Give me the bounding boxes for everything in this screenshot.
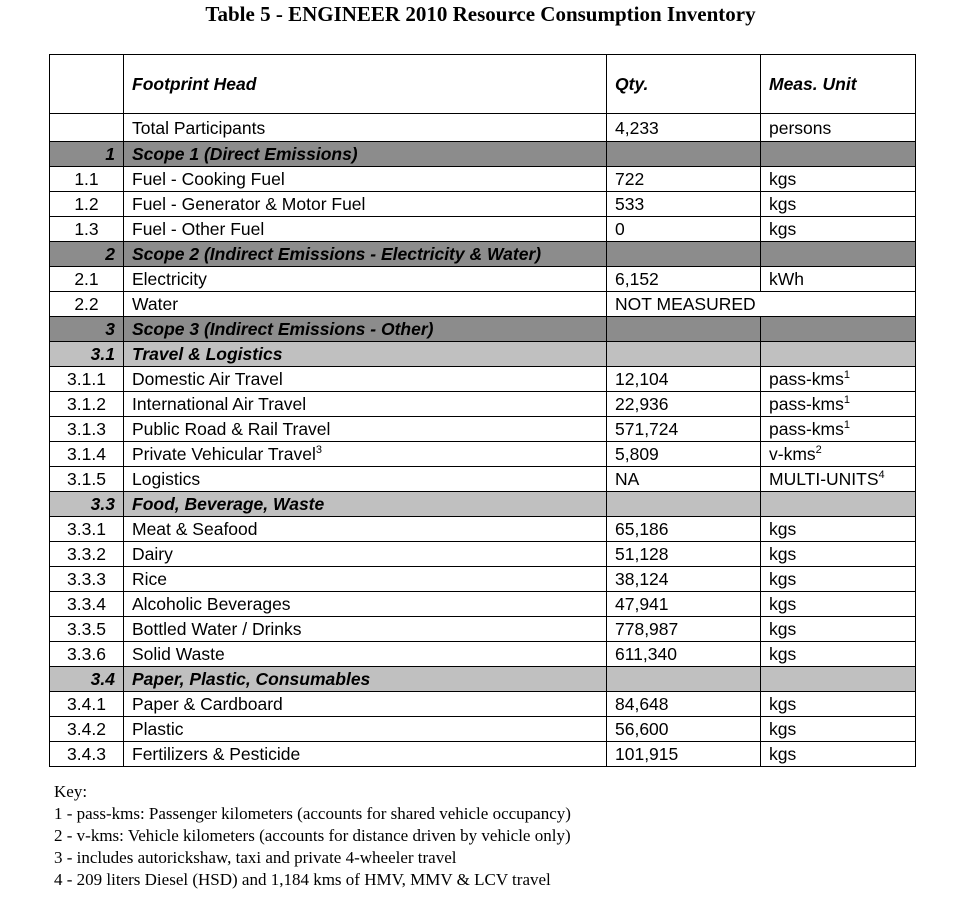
row-number: 3.1 — [50, 342, 124, 367]
row-unit: persons — [761, 114, 916, 142]
row-number: 3.3.2 — [50, 542, 124, 567]
table-row — [50, 467, 916, 492]
row-unit: kgs — [761, 617, 916, 642]
row-unit: kgs — [761, 567, 916, 592]
row-qty: 611,340 — [607, 642, 761, 667]
table-row — [50, 292, 916, 317]
category-row — [50, 342, 916, 367]
row-unit: kgs — [761, 642, 916, 667]
row-qty: 65,186 — [607, 517, 761, 542]
row-qty: 5,809 — [607, 442, 761, 467]
row-qty: 47,941 — [607, 592, 761, 617]
scope-row — [50, 142, 916, 167]
row-label-cell — [124, 442, 607, 467]
table-row — [50, 717, 916, 742]
row-label: Alcoholic Beverages — [124, 592, 607, 617]
scope-row — [50, 317, 916, 342]
header-qty: Qty. — [607, 55, 761, 114]
category-row — [50, 667, 916, 692]
row-qty: 778,987 — [607, 617, 761, 642]
row-number: 3.1.5 — [50, 467, 124, 492]
row-label: Scope 1 (Direct Emissions) — [124, 142, 607, 167]
row-label: Bottled Water / Drinks — [124, 617, 607, 642]
table-row — [50, 642, 916, 667]
header-meas-unit: Meas. Unit — [761, 55, 916, 114]
row-number: 3.4.3 — [50, 742, 124, 767]
row-unit: kWh — [761, 267, 916, 292]
table-row — [50, 442, 916, 467]
row-unit-cell — [761, 367, 916, 392]
table-row — [50, 417, 916, 442]
row-qty: 12,104 — [607, 367, 761, 392]
row-unit: MULTI-UNITS — [769, 469, 879, 489]
table-title: Table 5 - ENGINEER 2010 Resource Consumption Inventory — [205, 2, 756, 26]
row-number: 1.2 — [50, 192, 124, 217]
row-label: Electricity — [124, 267, 607, 292]
row-unit: kgs — [761, 517, 916, 542]
table-row — [50, 167, 916, 192]
row-qty: 0 — [607, 217, 761, 242]
row-unit: kgs — [761, 692, 916, 717]
row-label: Food, Beverage, Waste — [124, 492, 607, 517]
row-number: 2.2 — [50, 292, 124, 317]
row-label: Travel & Logistics — [124, 342, 607, 367]
row-number: 3 — [50, 317, 124, 342]
table-row — [50, 692, 916, 717]
row-qty: 571,724 — [607, 417, 761, 442]
row-label: Domestic Air Travel — [124, 367, 607, 392]
row-number: 1.1 — [50, 167, 124, 192]
row-number: 1 — [50, 142, 124, 167]
row-unit-cell — [761, 417, 916, 442]
row-number: 2.1 — [50, 267, 124, 292]
table-row — [50, 617, 916, 642]
row-label: Solid Waste — [124, 642, 607, 667]
row-number: 3.3.4 — [50, 592, 124, 617]
row-qty: 56,600 — [607, 717, 761, 742]
row-qty: 533 — [607, 192, 761, 217]
table-row — [50, 217, 916, 242]
row-unit: kgs — [761, 592, 916, 617]
row-qty: 38,124 — [607, 567, 761, 592]
table-key — [54, 781, 571, 891]
row-number: 3.1.2 — [50, 392, 124, 417]
table-row — [50, 192, 916, 217]
row-qty: NA — [607, 467, 761, 492]
row-label: Fertilizers & Pesticide — [124, 742, 607, 767]
row-unit: kgs — [761, 217, 916, 242]
footnote-marker: 4 — [878, 469, 885, 481]
row-number: 3.1.4 — [50, 442, 124, 467]
table-row — [50, 592, 916, 617]
row-label: Logistics — [124, 467, 607, 492]
row-unit: pass-kms — [769, 419, 844, 439]
footnote-marker: 2 — [815, 444, 822, 456]
scope-row — [50, 242, 916, 267]
row-number: 3.4 — [50, 667, 124, 692]
table-row — [50, 392, 916, 417]
key-item: 1 - pass-kms: Passenger kilometers (accounts for shared vehicle occupancy) — [54, 804, 571, 823]
row-unit-cell — [761, 442, 916, 467]
row-qty: 101,915 — [607, 742, 761, 767]
row-number: 3.4.1 — [50, 692, 124, 717]
row-label: Total Participants — [124, 114, 607, 142]
footnote-marker: 3 — [315, 444, 322, 456]
key-item: 4 - 209 liters Diesel (HSD) and 1,184 kms of HMV, MMV & LCV travel — [54, 870, 551, 889]
row-qty: 6,152 — [607, 267, 761, 292]
row-label: Private Vehicular Travel — [132, 444, 316, 464]
category-row — [50, 492, 916, 517]
footnote-marker: 1 — [843, 419, 850, 431]
row-qty: 22,936 — [607, 392, 761, 417]
table-row — [50, 567, 916, 592]
row-label: Fuel - Other Fuel — [124, 217, 607, 242]
row-label: International Air Travel — [124, 392, 607, 417]
row-unit-cell — [761, 467, 916, 492]
row-qty: 51,128 — [607, 542, 761, 567]
row-label: Scope 2 (Indirect Emissions - Electricity & Water) — [124, 242, 607, 267]
row-number: 3.3.3 — [50, 567, 124, 592]
row-label: Public Road & Rail Travel — [124, 417, 607, 442]
table-row — [50, 267, 916, 292]
row-number: 3.3 — [50, 492, 124, 517]
row-number: 2 — [50, 242, 124, 267]
footnote-marker: 1 — [843, 394, 850, 406]
row-label: Paper & Cardboard — [124, 692, 607, 717]
row-qty: NOT MEASURED — [607, 292, 916, 317]
row-label: Water — [124, 292, 607, 317]
row-number: 3.3.1 — [50, 517, 124, 542]
row-qty: 84,648 — [607, 692, 761, 717]
row-unit: kgs — [761, 742, 916, 767]
row-qty: 722 — [607, 167, 761, 192]
table-row — [50, 542, 916, 567]
row-unit-cell — [761, 392, 916, 417]
table-header-row — [50, 55, 916, 114]
row-unit: kgs — [761, 542, 916, 567]
key-heading: Key: — [54, 782, 88, 801]
row-label: Fuel - Cooking Fuel — [124, 167, 607, 192]
row-number: 3.1.1 — [50, 367, 124, 392]
table-row — [50, 367, 916, 392]
row-number: 3.3.5 — [50, 617, 124, 642]
row-unit: pass-kms — [769, 369, 844, 389]
row-label: Paper, Plastic, Consumables — [124, 667, 607, 692]
row-unit: kgs — [761, 167, 916, 192]
table-row — [50, 742, 916, 767]
row-unit: pass-kms — [769, 394, 844, 414]
row-unit: v-kms — [769, 444, 816, 464]
header-number-cell — [50, 55, 124, 114]
row-number: 3.4.2 — [50, 717, 124, 742]
row-label: Rice — [124, 567, 607, 592]
row-label: Plastic — [124, 717, 607, 742]
row-label: Meat & Seafood — [124, 517, 607, 542]
row-number: 1.3 — [50, 217, 124, 242]
row-label: Dairy — [124, 542, 607, 567]
key-item: 3 - includes autorickshaw, taxi and private 4-wheeler travel — [54, 848, 457, 867]
key-item: 2 - v-kms: Vehicle kilometers (accounts for distance driven by vehicle only) — [54, 826, 571, 845]
resource-inventory-table — [49, 54, 916, 767]
row-number: 3.1.3 — [50, 417, 124, 442]
row-number: 3.3.6 — [50, 642, 124, 667]
row-unit: kgs — [761, 192, 916, 217]
row-label: Scope 3 (Indirect Emissions - Other) — [124, 317, 607, 342]
row-qty: 4,233 — [607, 114, 761, 142]
header-footprint-head: Footprint Head — [124, 55, 607, 114]
table-row — [50, 517, 916, 542]
row-unit: kgs — [761, 717, 916, 742]
footnote-marker: 1 — [843, 369, 850, 381]
table-row — [50, 114, 916, 142]
row-label: Fuel - Generator & Motor Fuel — [124, 192, 607, 217]
